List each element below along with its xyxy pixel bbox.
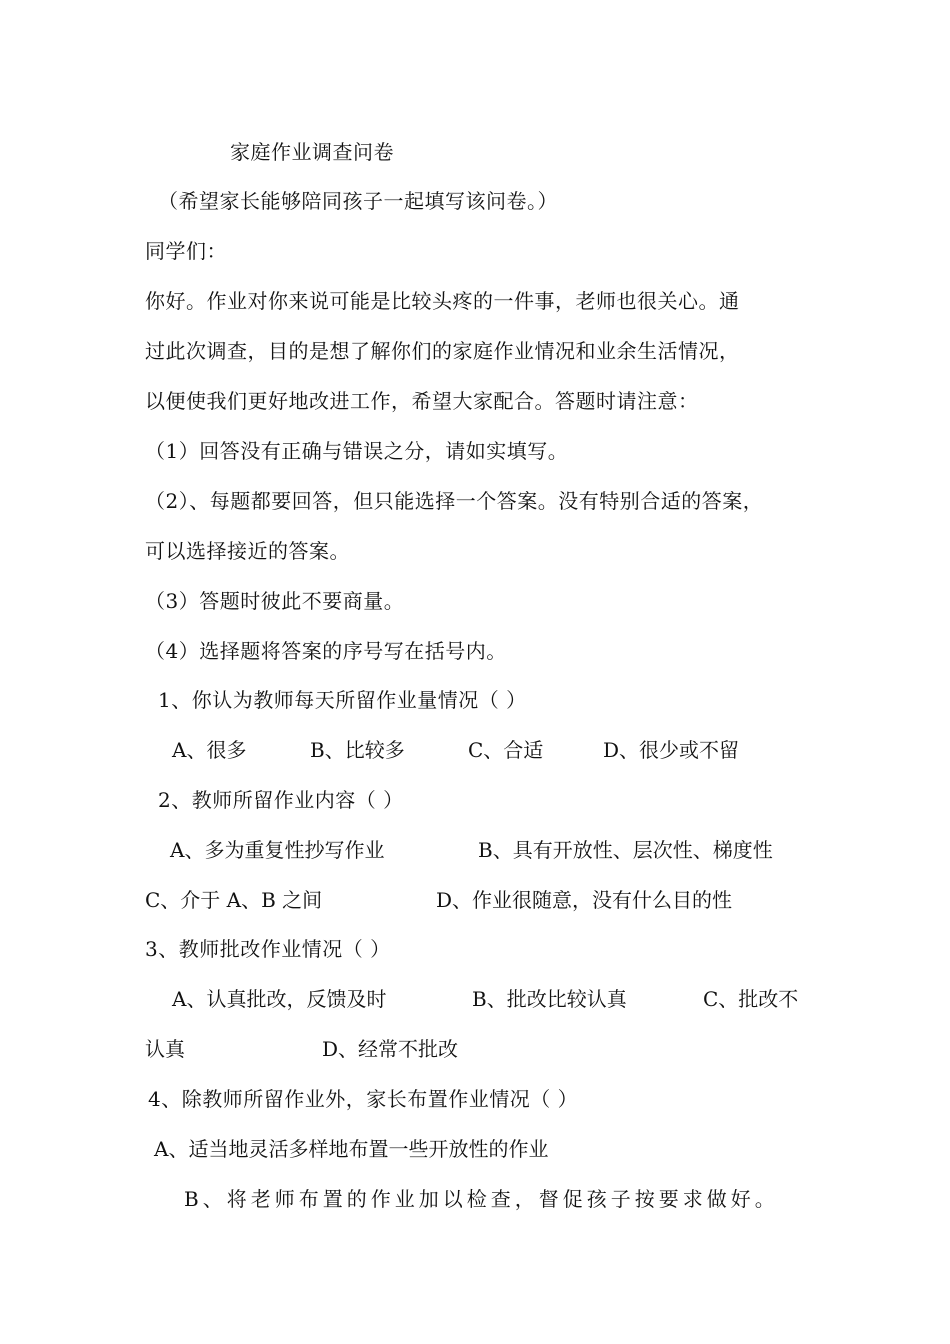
q4-option-a: A、适当地灵活多样地布置一些开放性的作业 xyxy=(154,1137,549,1161)
q2-option-b: B、具有开放性、层次性、梯度性 xyxy=(478,838,773,862)
q2-option-c: C、介于 A、B 之间 xyxy=(145,888,323,912)
q3-option-c-continued: 认真 xyxy=(145,1037,185,1061)
q1-option-c: C、合适 xyxy=(468,738,544,762)
document-title: 家庭作业调查问卷 xyxy=(230,140,394,164)
q1-option-a: A、很多 xyxy=(172,738,247,762)
question-4: 4、除教师所留作业外，家长布置作业情况（ ） xyxy=(148,1087,579,1111)
q3-option-c: C、批改不 xyxy=(703,987,799,1011)
note-line: （3）答题时彼此不要商量。 xyxy=(145,589,405,613)
q1-option-d: D、很少或不留 xyxy=(603,738,740,762)
q2-option-a: A、多为重复性抄写作业 xyxy=(170,838,385,862)
greeting: 同学们： xyxy=(145,239,227,263)
note-line: 可以选择接近的答案。 xyxy=(145,539,350,563)
intro-line: 你好。作业对你来说可能是比较头疼的一件事，老师也很关心。通 xyxy=(145,289,740,313)
q1-option-b: B、比较多 xyxy=(310,738,405,762)
q4-option-b: B、将老师布置的作业加以检查，督促孩子按要求做好。 xyxy=(184,1187,779,1211)
question-1: 1、你认为教师每天所留作业量情况（ ） xyxy=(158,688,527,712)
note-line: （4）选择题将答案的序号写在括号内。 xyxy=(145,639,507,663)
intro-line: 以便使我们更好地改进工作，希望大家配合。答题时请注意： xyxy=(145,389,699,413)
q3-option-a: A、认真批改，反馈及时 xyxy=(172,987,387,1011)
question-2: 2、教师所留作业内容（ ） xyxy=(158,788,404,812)
q3-option-d: D、经常不批改 xyxy=(322,1037,459,1061)
document-subtitle: （希望家长能够陪同孩子一起填写该问卷。） xyxy=(158,189,558,213)
intro-line: 过此次调查，目的是想了解你们的家庭作业情况和业余生活情况， xyxy=(145,339,740,363)
q2-option-d: D、作业很随意，没有什么目的性 xyxy=(436,888,733,912)
question-3: 3、教师批改作业情况（ ） xyxy=(145,937,391,961)
note-line: （2）、每题都要回答，但只能选择一个答案。没有特别合适的答案， xyxy=(145,489,764,513)
note-line: （1）回答没有正确与错误之分，请如实填写。 xyxy=(145,439,569,463)
q3-option-b: B、批改比较认真 xyxy=(472,987,627,1011)
